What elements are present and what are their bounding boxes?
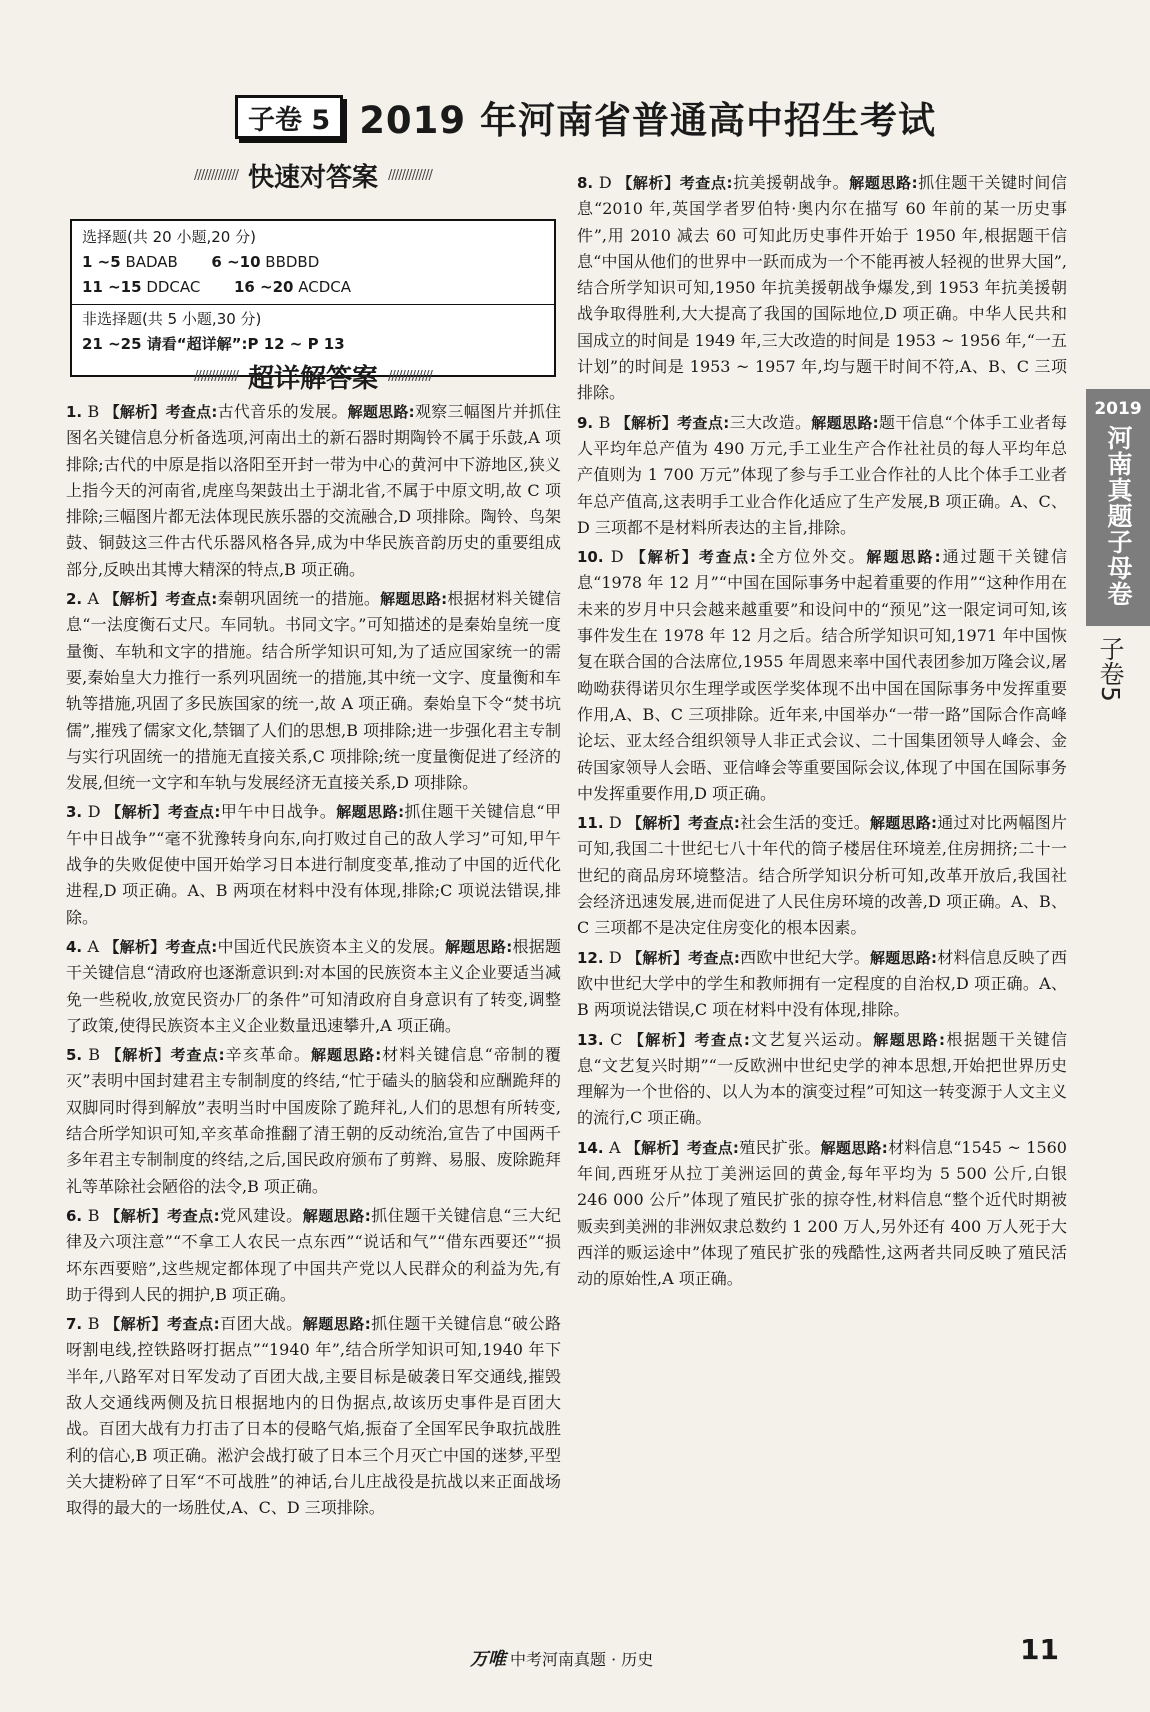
heading-decoration: ///////////// [194,167,238,183]
answer-item: 9. B 【解析】考查点:三大改造。解题思路:题干信息“个体手工业者每人平均年总产值为 490 万元,手工业生产合作社社员的每人平均年总产值则为 1 700 万元”体现了参与手工业合作社的人比个体手工业者年总产值高,这表明手工业合作化适应了生产发展,B 项正确。A、C、D 三项都不是材料所表达的主旨,排除。 [577,412,1068,537]
side-tab-year: 2019 [1094,399,1142,419]
divider [72,304,554,305]
answer-row-2 [82,275,544,300]
right-column [577,170,1067,1292]
side-tab [1086,389,1150,626]
answer-item: 14. A 【解析】考查点:殖民扩张。解题思路:材料信息“1545 ~ 1560 年间,西班牙从拉丁美洲运回的黄金,每年平均为 5 500 公斤,白银 246 000 公斤”体现了殖民扩张的掠夺性,材料信息“整个近代时期被贩卖到美洲的非洲奴隶总数约 1 200 万人,另外还有 400 万人死于大西洋的贩运途中”体现了殖民扩张的残酷性,这两者共同反映了殖民活动的原始性,A 项正确。 [577,1137,1067,1289]
page-title: 2019 年河南省普通高中招生考试 [359,99,937,142]
paper-tag: 子卷 5 [235,95,343,139]
title-bar [235,93,936,141]
answer-item: 13. C 【解析】考查点:文艺复兴运动。解题思路:根据题干关键信息“文艺复兴时期”“一反欧洲中世纪史学的神本思想,开始把世界历史理解为一个世俗的、以人为本的演变过程”可知这一转变源于人文主义的流行,C 项正确。 [577,1029,1067,1128]
answers: BBDBD [265,253,320,271]
range-label: 6 ~10 [211,253,261,271]
side-sub-label: 子卷5 [1096,636,1125,702]
detail-answer-title: 超详解答案 [247,363,378,394]
brand-logo: 万唯 [470,1649,506,1670]
heading-decoration: ///////////// [388,368,432,384]
answer-item: 11. D 【解析】考查点:社会生活的变迁。解题思路:通过对比两幅图片可知,我国二十世纪七八十年代的筒子楼居住环境差,住房拥挤;二十一世纪的商品房环境整洁。结合所学知识分析可知,改革开放后,我国社会经济迅速发展,进而促进了人民住房环境的改善,D 项正确。A、B、C 三项都不是决定住房变化的根本因素。 [577,813,1067,938]
page-footer [470,1645,653,1671]
range-label: 16 ~20 [233,278,294,296]
answers: ACDCA [298,278,352,296]
answer-item: 10. D 【解析】考查点:全方位外交。解题思路:通过题干关键信息“1978 年 12 月”“中国在国际事务中起着重要的作用”“这种作用在未来的岁月中只会越来越重要”和设问中的“预见”这一限定词可知,该事件发生在 1978 年 12 月之后。结合所学知识可知,1971 年中国恢复在联合国的合法席位,1955 年周恩来率中国代表团参加万隆会议,屠呦呦获得诺贝尔生理学或医学奖体现不出中国在国际事务中发挥重要作用,A、B、C 三项排除。近年来,中国举办“一带一路”国际合作高峰论坛、亚太经合组织领导人非正式会议、二十国集团领导人峰会、金砖国家领导人会晤、亚信峰会等重要国际会议,体现了中国在国际事务中发挥重要作用,D 项正确。 [577,547,1067,803]
answer-item: 1. B 【解析】考查点:古代音乐的发展。解题思路:观察三幅图片并抓住图名关键信息分析备选项,河南出土的新石器时期陶铃不属于乐鼓,A 项排除;古代的中原是指以洛阳至开封一带为中心的黄河中下游地区,狭义上指今天的河南省,虎座鸟架鼓出土于湖北省,不属于中原文明,故 C 项排除;三幅图片都无法体现民族乐器的交流融合,D 项排除。陶铃、鸟架鼓、铜鼓这三件古代乐器风格各异,成为中华民族音韵历史的重要组成部分,反映出其博大精深的特点,B 项正确。 [66,402,561,579]
footer-text: 中考河南真题 · 历史 [510,1649,654,1669]
answer-item: 4. A 【解析】考查点:中国近代民族资本主义的发展。解题思路:根据题干关键信息“清政府也逐渐意识到:对本国的民族资本主义企业要适当减免一些税收,放宽民资办厂的条件”可知清政府自身意识有了转变,调整了政策,使得民族资本主义企业数量迅速攀升,A 项正确。 [66,936,561,1035]
left-column [66,399,561,1521]
answer-item: 2. A 【解析】考查点:秦朝巩固统一的措施。解题思路:根据材料关键信息“一法度衡石丈尺。车同轨。书同文字。”可知描述的是秦始皇统一度量衡、车轨和文字的措施。结合所学知识可知,为了适应国家统一的需要,秦始皇大力推行一系列巩固统一的措施,其中统一文字、度量衡和车轨等措施,巩固了多民族国家的统一,故 A 项正确。秦始皇下令“焚书坑儒”,摧残了儒家文化,禁锢了人们的思想,B 项排除;进一步强化君主专制与实行巩固统一的措施无直接关系,C 项排除;统一度量衡促进了经济的发展,但统一文字和车轨与发展经济无直接关系,D 项排除。 [66,589,561,793]
answers: DDCAC [146,278,201,296]
detail-answer-heading [70,358,556,394]
answer-item: 7. B 【解析】考查点:百团大战。解题思路:抓住题干关键信息“破公路呀割电线,控铁路呀打据点”“1940 年”,结合所学知识可知,1940 年下半年,八路军对日军发动了百团大战,主要目标是破袭日军交通线,摧毁敌人交通线两侧及抗日根据地内的日伪据点,故该历史事件是百团大战。百团大战有力打击了日本的侵略气焰,振奋了全国军民争取抗战胜利的信心,B 项正确。淞沪会战打破了日本三个月灭亡中国的迷梦,平型关大捷粉碎了日军“不可战胜”的神话,台儿庄战役是抗战以来正面战场取得的最大的一场胜仗,A、C、D 三项排除。 [66,1314,561,1518]
answer-item: 3. D 【解析】考查点:甲午中日战争。解题思路:抓住题干关键信息“甲午中日战争”“毫不犹豫转身向东,向打败过自己的敌人学习”可知,甲午战争的失败促使中国开始学习日本进行制度变革,推动了中国的近代化进程,D 项正确。A、B 两项在材料中没有体现,排除;C 项说法错误,排除。 [66,802,561,927]
range-label: 1 ~5 [82,253,121,271]
answer-row-1 [82,250,544,275]
range-label: 11 ~15 [82,278,142,296]
side-tab-label: 河南真题子母卷 [1104,425,1133,607]
quick-answer-title: 快速对答案 [247,162,378,193]
choice-header: 选择题(共 20 小题,20 分) [82,228,256,246]
answer-item: 5. B 【解析】考查点:辛亥革命。解题思路:材料关键信息“帝制的覆灭”表明中国封建君主专制制度的终结,“忙于磕头的脑袋和应酬跪拜的双脚同时得到解放”表明当时中国废除了跪拜礼,人们的思想有所转变,结合所学知识可知,辛亥革命推翻了清王朝的反动统治,宣告了中国两千多年君主专制制度的终结,之后,国民政府颁布了剪辫、易服、废除跪拜礼等革除社会陋俗的法令,B 项正确。 [66,1045,562,1196]
page-number: 11 [1020,1633,1059,1666]
answer-item: 12. D 【解析】考查点:西欧中世纪大学。解题思路:材料信息反映了西欧中世纪大学中的学生和教师拥有一定程度的自治权,D 项正确。A、B 两项说法错误,C 项在材料中没有体现,排除。 [577,947,1067,1020]
answer-item: 6. B 【解析】考查点:党风建设。解题思路:抓住题干关键信息“三大纪律及六项注意”“不拿工人农民一点东西”“说话和气”“借东西要还”“损坏东西要赔”,这些规定都体现了中国共产党以人民群众的利益为先,有助于得到人民的拥护,B 项正确。 [66,1205,561,1304]
quick-answer-box [70,219,556,377]
nonchoice-line: 21 ~25 请看“超详解”:P 12 ~ P 13 [82,335,345,353]
heading-decoration: ///////////// [388,167,432,183]
nonchoice-header: 非选择题(共 5 小题,30 分) [82,310,262,328]
answers: BADAB [125,253,178,271]
heading-decoration: ///////////// [194,368,238,384]
answer-item: 8. D 【解析】考查点:抗美援朝战争。解题思路:抓住题干关键时间信息“2010 年,英国学者罗伯特·奥内尔在描写 60 年前的某一历史事件”,用 2010 减去 60 可知此历史事件开始于 1950 年,根据题干信息“中国从他们的世界中一跃而成为一个不能再被人轻视的世界大国”,结合所学知识可知,1950 年抗美援朝战争爆发,到 1953 年抗美援朝战争取得胜利,大大提高了我国的国际地位,D 项正确。中华人民共和国成立的时间是 1949 年,三大改造的时间是 1953 ~ 1956 年,“一五计划”的时间是 1953 ~ 1957 年,均与题干时间不符,A、B、C 三项排除。 [577,173,1067,403]
quick-answer-heading [70,157,556,193]
